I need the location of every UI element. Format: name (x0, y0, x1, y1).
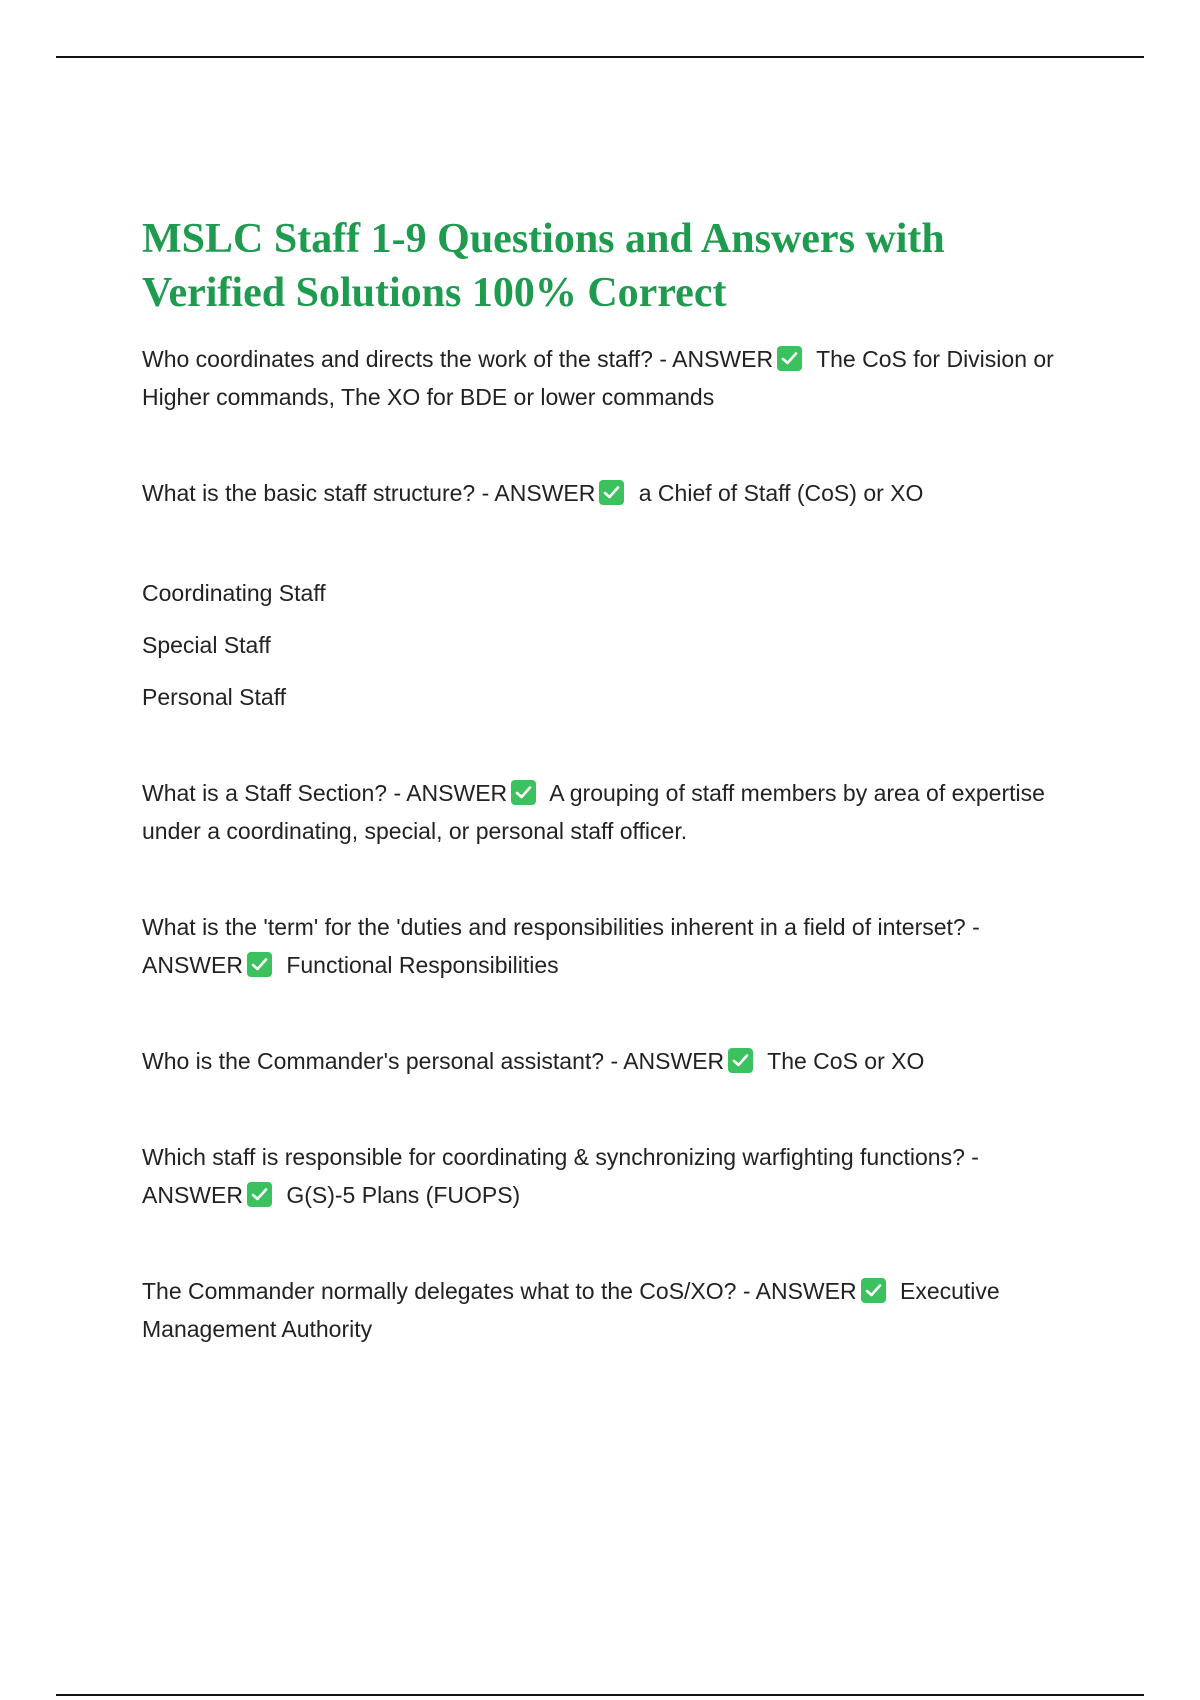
question-text: What is the basic staff structure? (142, 480, 476, 506)
question-text: Which staff is responsible for coordinating & synchronizing warfighting functions? (142, 1144, 965, 1170)
answer-text: Functional Responsibilities (286, 952, 559, 978)
check-icon (511, 780, 536, 805)
answer-text: The CoS for Division or Higher commands, The XO for BDE or lower commands (142, 346, 1054, 410)
check-icon (861, 1278, 886, 1303)
answer-marker: - ANSWER (142, 914, 980, 978)
answer-marker: - ANSWER (481, 480, 596, 506)
answer-text: a Chief of Staff (CoS) or XO (638, 480, 924, 506)
list-item: Personal Staff (142, 684, 287, 710)
qa-item-7 (142, 1272, 1072, 1348)
answer-marker: - ANSWER (610, 1048, 725, 1074)
check-icon (247, 1182, 272, 1207)
question-text: What is the 'term' for the 'duties and responsibilities inherent in a field of interset? (142, 914, 966, 940)
question-text: Who is the Commander's personal assistant? (142, 1048, 605, 1074)
question-text: What is a Staff Section? (142, 780, 388, 806)
qa-item-4 (142, 908, 1072, 984)
check-icon (599, 480, 624, 505)
answer-marker: - ANSWER (142, 1144, 979, 1208)
answer-marker: - ANSWER (742, 1278, 857, 1304)
qa-item-1 (142, 340, 1072, 416)
document-title: MSLC Staff 1-9 Questions and Answers with Verified Solutions 100% Correct (142, 216, 945, 316)
qa-item-2 (142, 474, 1072, 512)
qa-item-5 (142, 1042, 1072, 1080)
qa-item-6 (142, 1138, 1072, 1214)
list-item: Special Staff (142, 632, 271, 658)
list-item: Coordinating Staff (142, 580, 326, 606)
answer-text: G(S)-5 Plans (FUOPS) (286, 1182, 521, 1208)
document-body (142, 212, 1072, 1348)
answer-text: A grouping of staff members by area of expertise under a coordinating, special, or personal staff officer. (142, 780, 1045, 844)
staff-list (142, 574, 1072, 716)
answer-text: Executive Management Authority (142, 1278, 1000, 1342)
answer-text: The CoS or XO (767, 1048, 925, 1074)
check-icon (728, 1048, 753, 1073)
answer-marker: - ANSWER (393, 780, 508, 806)
answer-marker: - ANSWER (659, 346, 774, 372)
question-text: The Commander normally delegates what to the CoS/XO? (142, 1278, 737, 1304)
check-icon (247, 952, 272, 977)
header-rule (56, 56, 1144, 58)
check-icon (777, 346, 802, 371)
qa-item-3 (142, 774, 1072, 850)
footer-rule (56, 1694, 1144, 1696)
question-text: Who coordinates and directs the work of the staff? (142, 346, 653, 372)
